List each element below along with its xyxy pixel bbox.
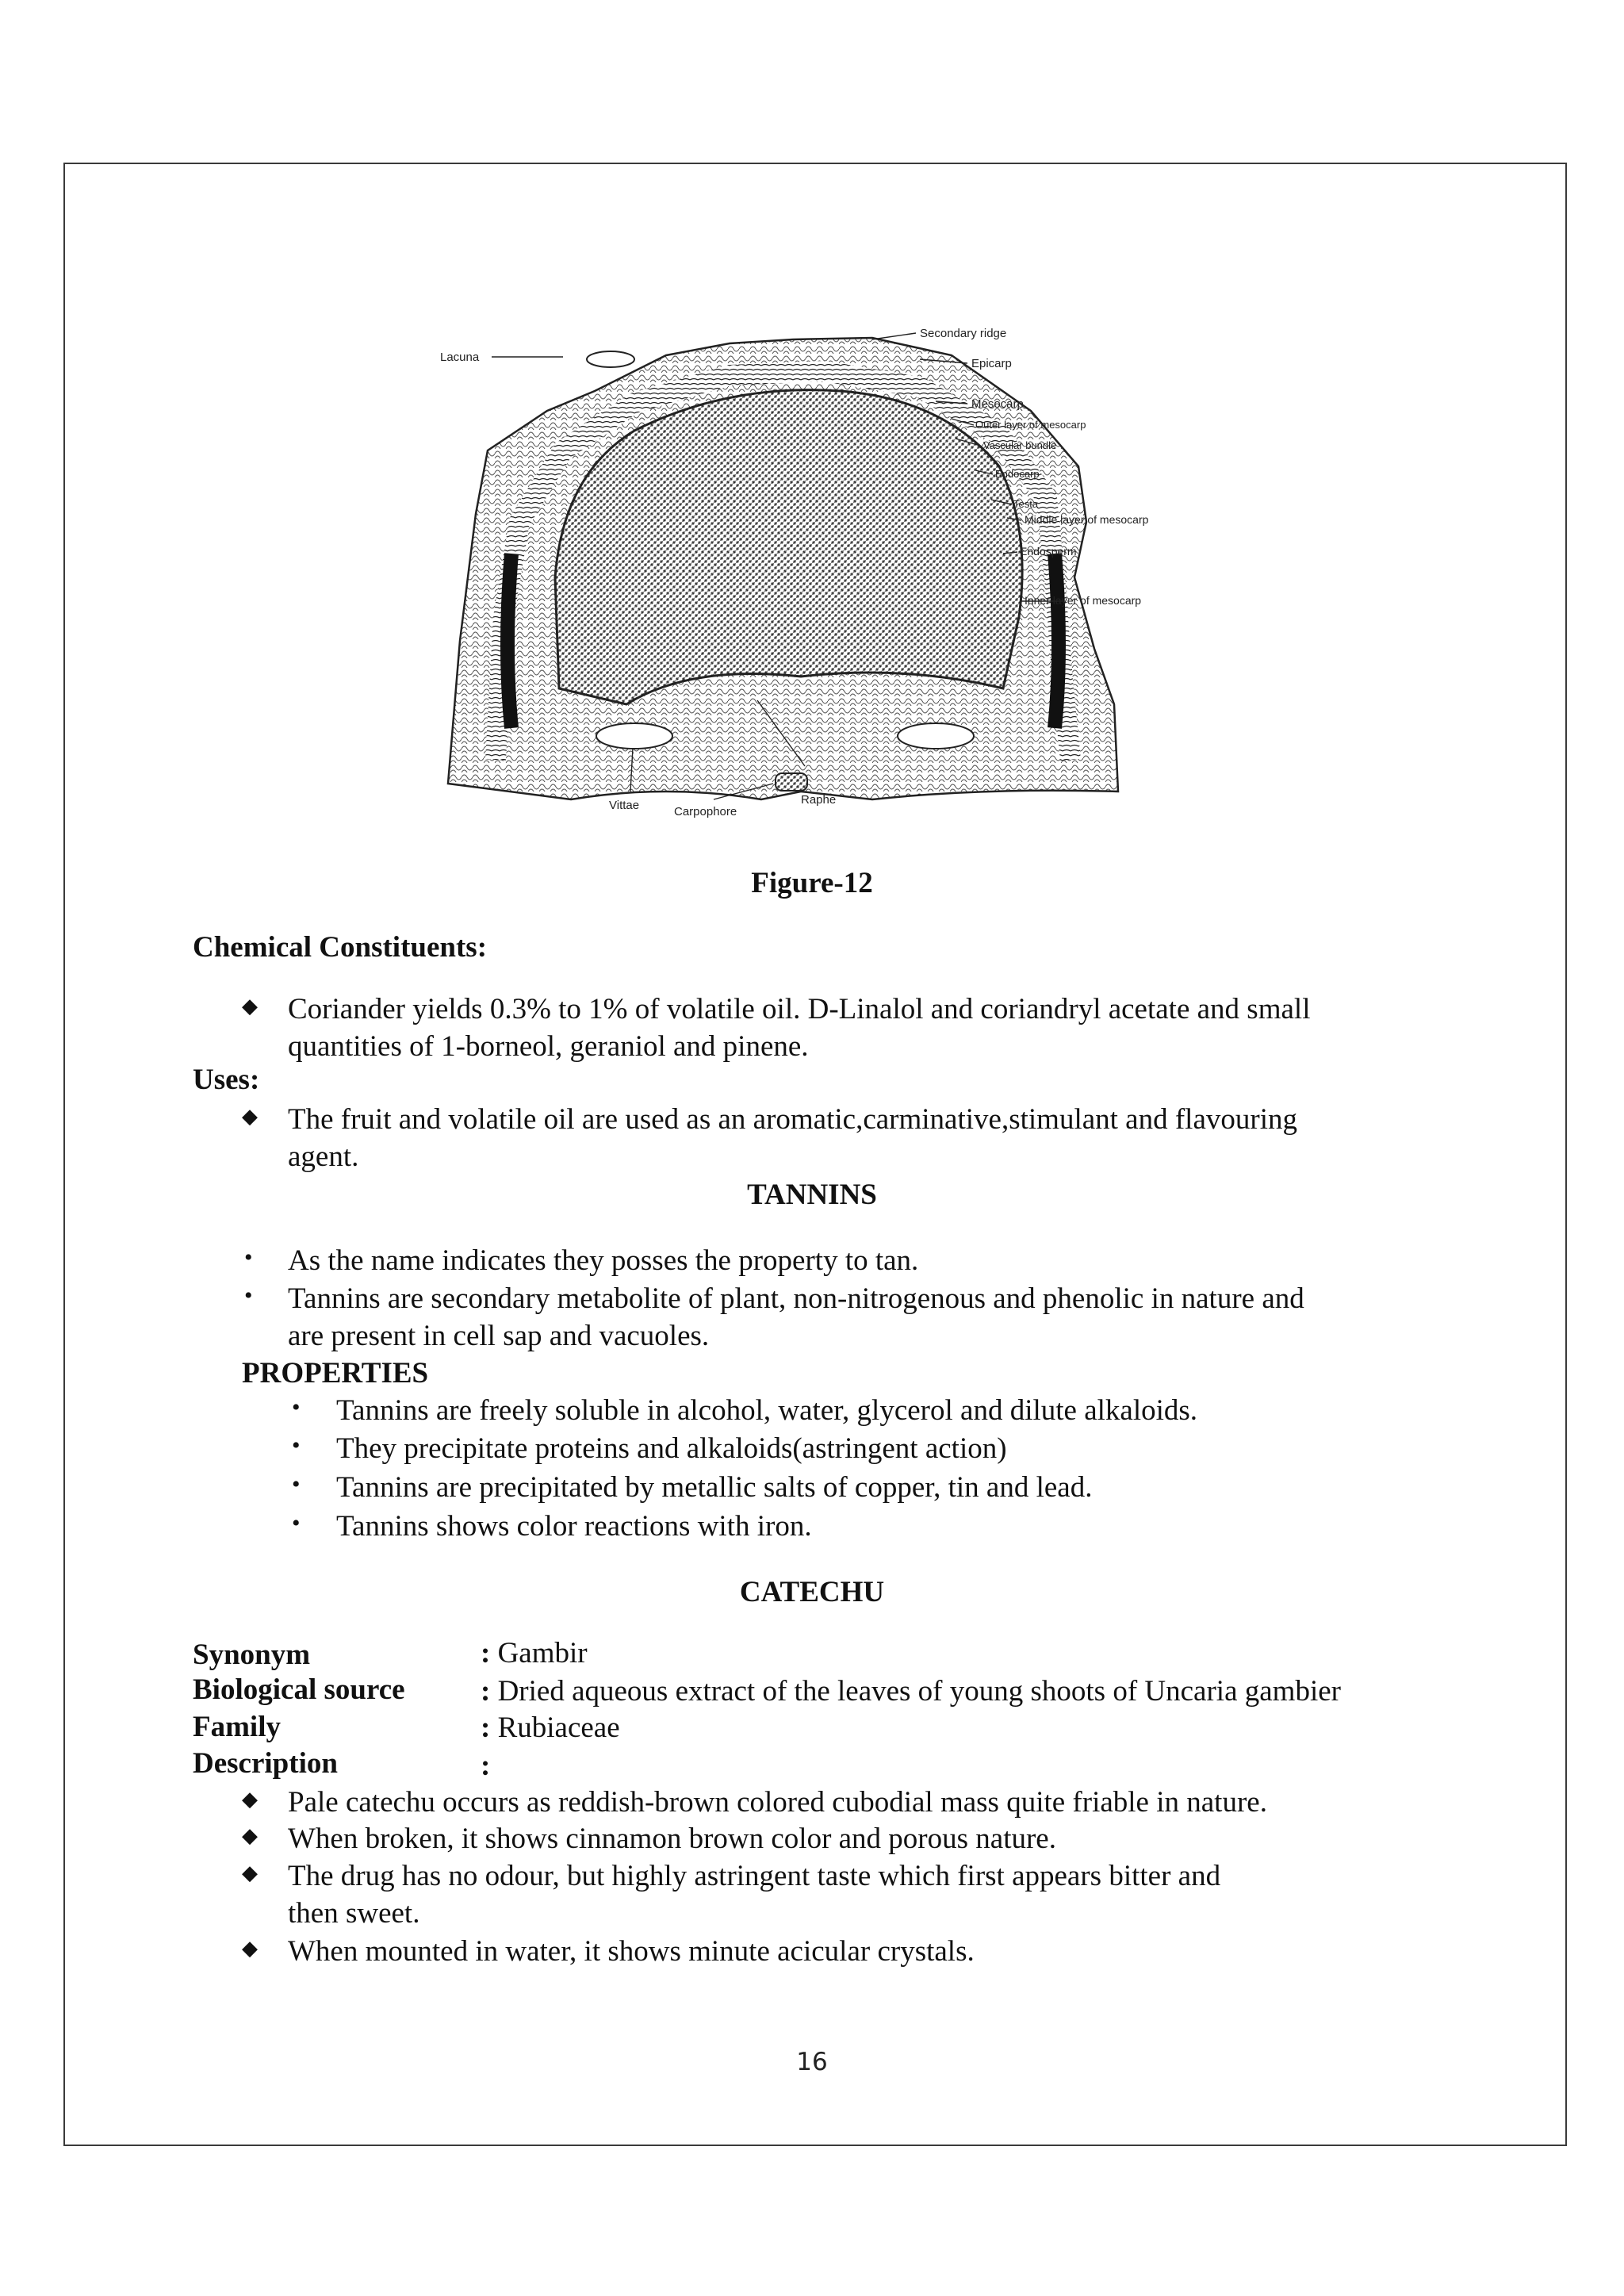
- synonym-label: Synonym: [193, 1639, 311, 1671]
- label-endosperm: Endosperm: [1020, 545, 1077, 558]
- page-number: 16: [796, 2048, 828, 2076]
- bullet-dot-icon: •: [244, 1282, 253, 1309]
- bullet-dot-icon: •: [292, 1432, 301, 1458]
- label-endocarp: Endocarp: [995, 468, 1040, 480]
- label-testa: Testa: [1013, 498, 1039, 510]
- chemical-line-1: Coriander yields 0.3% to 1% of volatile oil. D-Linalol and coriandryl acetate and small: [288, 993, 1311, 1025]
- property-item: Tannins shows color reactions with iron.: [336, 1510, 812, 1543]
- bullet-dot-icon: •: [244, 1244, 253, 1271]
- label-carpophore: Carpophore: [674, 805, 737, 818]
- label-raphe: Raphe: [801, 793, 837, 807]
- description-item-3-line-2: then sweet.: [288, 1897, 420, 1930]
- bullet-diamond-icon: ◆: [242, 1788, 258, 1811]
- chemical-constituents-heading: Chemical Constituents:: [193, 931, 488, 964]
- uses-heading: Uses:: [193, 1064, 260, 1096]
- synonym-value: : Gambir: [481, 1637, 588, 1669]
- tannins-item-2-line-2: are present in cell sap and vacuoles.: [288, 1320, 710, 1352]
- colon: :: [481, 1637, 491, 1669]
- properties-heading: PROPERTIES: [242, 1357, 429, 1389]
- biological-source-label: Biological source: [193, 1673, 405, 1706]
- tannins-heading: TANNINS: [747, 1179, 877, 1211]
- tannins-item-1: As the name indicates they posses the property to tan.: [288, 1244, 919, 1277]
- uses-line-2: agent.: [288, 1140, 359, 1173]
- property-item: They precipitate proteins and alkaloids(astringent action): [336, 1432, 1007, 1465]
- property-item: Tannins are freely soluble in alcohol, water, glycerol and dilute alkaloids.: [336, 1394, 1198, 1427]
- label-epicarp: Epicarp: [971, 357, 1012, 370]
- bullet-dot-icon: •: [292, 1394, 301, 1420]
- label-inner-mesocarp: Inner layer of mesocarp: [1025, 594, 1142, 607]
- bullet-diamond-icon: ◆: [242, 1105, 258, 1128]
- description-item-4: When mounted in water, it shows minute acicular crystals.: [288, 1935, 975, 1968]
- colon: :: [481, 1750, 491, 1782]
- label-middle-mesocarp: Middle layer of mesocarp: [1025, 513, 1149, 526]
- description-label: Description: [193, 1747, 338, 1780]
- label-outer-mesocarp: Outer layer of mesocarp: [975, 419, 1086, 431]
- bullet-dot-icon: •: [292, 1510, 301, 1536]
- label-secondary-ridge: Secondary ridge: [920, 327, 1007, 340]
- bullet-dot-icon: •: [292, 1471, 301, 1497]
- property-item: Tannins are precipitated by metallic salts of copper, tin and lead.: [336, 1471, 1093, 1504]
- label-lacuna: Lacuna: [440, 351, 480, 364]
- family-label: Family: [193, 1711, 281, 1743]
- catechu-heading: CATECHU: [739, 1576, 885, 1608]
- colon: :: [481, 1675, 491, 1708]
- bullet-diamond-icon: ◆: [242, 995, 258, 1018]
- label-vascular-bundle: Vascular bundle: [983, 439, 1057, 451]
- description-item-3-line-1: The drug has no odour, but highly astringent taste which first appears bitter and: [288, 1860, 1221, 1892]
- tannins-item-2-line-1: Tannins are secondary metabolite of plant, non-nitrogenous and phenolic in nature and: [288, 1282, 1304, 1315]
- description-item-2: When broken, it shows cinnamon brown color and porous nature.: [288, 1823, 1056, 1855]
- bullet-diamond-icon: ◆: [242, 1937, 258, 1960]
- chemical-line-2: quantities of 1-borneol, geraniol and pinene.: [288, 1030, 809, 1063]
- description-value: [481, 1748, 490, 1784]
- biological-source-value: : Dried aqueous extract of the leaves of young shoots of Uncaria gambier: [481, 1675, 1341, 1708]
- bullet-diamond-icon: ◆: [242, 1861, 258, 1884]
- colon: :: [481, 1711, 491, 1744]
- family-value: : Rubiaceae: [481, 1711, 620, 1744]
- uses-line-1: The fruit and volatile oil are used as an aromatic,carminative,stimulant and flavouring: [288, 1103, 1297, 1136]
- coriander-fruit-section-figure: [428, 316, 1149, 823]
- description-item-1: Pale catechu occurs as reddish-brown colored cubodial mass quite friable in nature.: [288, 1786, 1267, 1819]
- label-mesocarp: Mesocarp: [971, 397, 1024, 411]
- bullet-diamond-icon: ◆: [242, 1824, 258, 1847]
- label-vittae: Vittae: [609, 799, 640, 812]
- figure-caption: Figure-12: [751, 867, 873, 899]
